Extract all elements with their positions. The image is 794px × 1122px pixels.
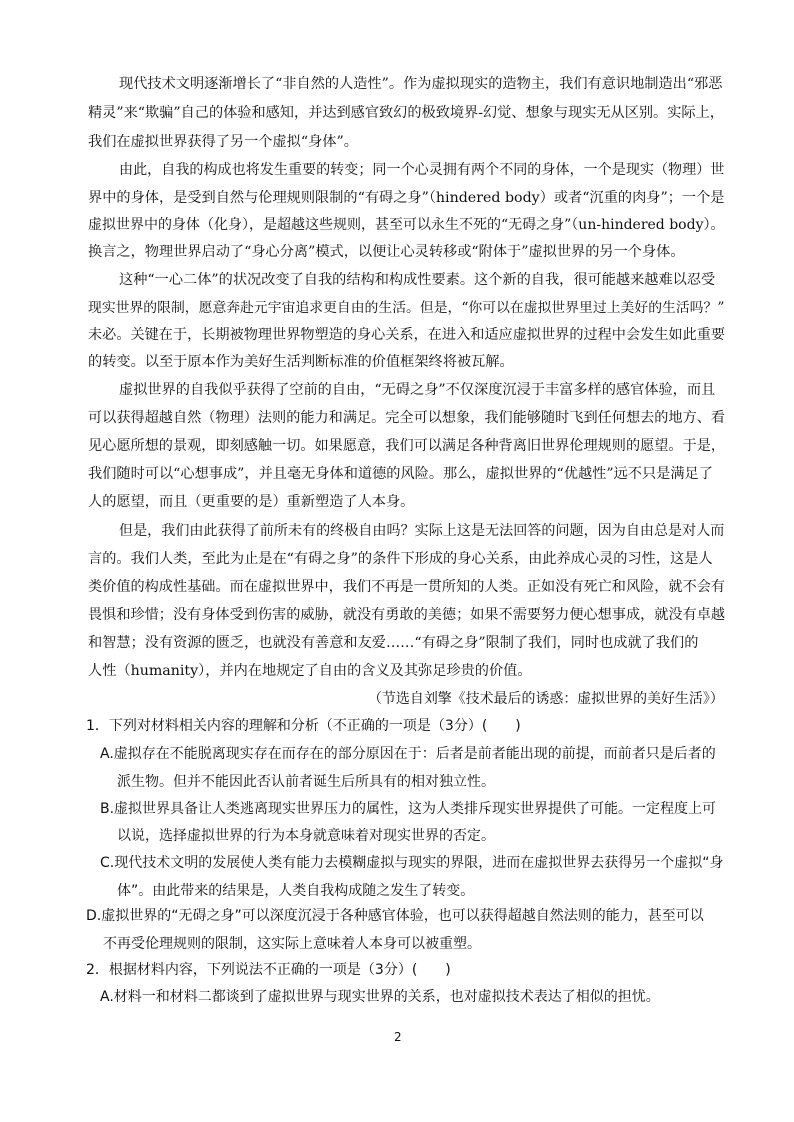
passage-line: 的转变。以至于原本作为美好生活判断标准的价值框架终将被瓦解。 [88, 354, 514, 370]
option-c-line: C.现代技术文明的发展使人类有能力去模糊虚拟与现实的界限，进而在虚拟世界去获得另一个虚拟“身 [100, 855, 724, 871]
passage-line: 人的愿望，而且（更重要的是）重新塑造了人本身。 [88, 494, 415, 510]
passage-line: 类价值的构成性基础。而在虚拟世界中，我们不再是一贯所知的人类。正如没有死亡和风险，就不会有 [88, 579, 726, 595]
option-a-line: A.虚拟存在不能脱离现实存在而存在的部分原因在于：后者是前者能出现的前提，而前者只是后者的 [100, 746, 716, 762]
passage-line: 精灵”来“欺骗”自己的体验和感知，并达到感官致幻的极致境界-幻觉、想象与现实无从区别。实际上， [88, 105, 724, 121]
passage-line: 换言之，物理世界启动了“身心分离”模式，以便让心灵转移或“附体于”虚拟世界的另一个身体。 [88, 244, 685, 260]
option-b-line: 以说，选择虚拟世界的行为本身就意味着对现实世界的否定。 [117, 828, 495, 844]
passage-line: 可以获得超越自然（物理）法则的能力和满足。完全可以想象，我们能够随时飞到任何想去的地方、看 [88, 410, 726, 426]
passage-line: 界中的身体，是受到自然与伦理规则限制的“有碍之身”（hindered body）或者“沉重的肉身”；一个是 [88, 190, 725, 206]
passage-line: 见心愿所想的景观，即刻感触一切。如果愿意，我们可以满足各种背离旧世界伦理规则的愿望。于是， [88, 438, 726, 454]
page-number: 2 [394, 1030, 402, 1044]
option-c-line: 体”。由此带来的结果是，人类自我构成随之发生了转变。 [117, 883, 475, 899]
passage-line: 我们随时可以“心想事成”，并且毫无身体和道德的风险。那么，虚拟世界的“优越性”远不只是满足了 [88, 466, 713, 482]
passage-line: 和智慧；没有资源的匮乏，也就没有善意和友爱……“有碍之身”限制了我们，同时也成就了我们的 [88, 635, 699, 651]
option-a-line: 派生物。但并不能因此否认前者诞生后所具有的相对独立性。 [117, 774, 495, 790]
option-a-line: A.材料一和材料二都谈到了虚拟世界与现实世界的关系，也对虚拟技术表达了相似的担忧。 [100, 989, 660, 1005]
question-stem: 1．下列对材料相关内容的理解和分析（不正确的一项是（3分）( ) [86, 718, 521, 734]
passage-line: 这种“一心二体”的状况改变了自我的结构和构成性要素。这个新的自我，很可能越来越难以忍受 [119, 272, 716, 288]
passage-line: 畏惧和珍惜；没有身体受到伤害的威胁，就没有勇敢的美德；如果不需要努力便心想事成，就没有卓越 [88, 607, 726, 623]
passage-line: 现实世界的限制，愿意奔赴元宇宙追求更自由的生活。但是，“你可以在虚拟世界里过上美好的生活吗？” [88, 300, 725, 316]
option-d-line: D.虚拟世界的“无碍之身”可以深度沉浸于各种感官体验，也可以获得超越自然法则的能力，甚至可以 [86, 908, 704, 924]
passage-line: 未必。关键在于，长期被物理世界物塑造的身心关系，在进入和适应虚拟世界的过程中会发生如此重要 [88, 327, 726, 343]
passage-line: 现代技术文明逐渐增长了“非自然的人造性”。作为虚拟现实的造物主，我们有意识地制造出“邪恶 [119, 76, 723, 92]
passage-line: 人性（humanity），并内在地规定了自由的含义及其弥足珍贵的价值。 [88, 663, 532, 679]
question-stem: 2．根据材料内容，下列说法不正确的一项是（3分）( ) [86, 962, 451, 978]
option-d-line: 不再受伦理规则的限制，这实际上意味着人本身可以被重塑。 [103, 936, 481, 952]
passage-source: （节选自刘擎《技术最后的诱惑：虚拟世界的美好生活》） [368, 691, 724, 707]
passage-line: 由此，自我的构成也将发生重要的转变；同一个心灵拥有两个不同的身体，一个是现实（物理）世 [119, 162, 725, 178]
passage-line: 但是，我们由此获得了前所未有的终极自由吗？实际上这是无法回答的问题，因为自由总是对人而 [119, 523, 725, 539]
passage-line: 言的。我们人类，至此为止是在“有碍之身”的条件下形成的身心关系，由此养成心灵的习性，这是人 [88, 551, 713, 567]
option-b-line: B.虚拟世界具备让人类逃离现实世界压力的属性，这为人类排斥现实世界提供了可能。一定程度上可 [100, 801, 717, 817]
passage-line: 虚拟世界的自我似乎获得了空前的自由，“无碍之身”不仅深度沉浸于丰富多样的感官体验，而且 [119, 382, 716, 398]
passage-line: 我们在虚拟世界获得了另一个虚拟“身体”。 [88, 134, 358, 150]
passage-line: 虚拟世界中的身体（化身），是超越这些规则，甚至可以永生不死的“无碍之身”（un-hindered body）。 [88, 217, 725, 233]
